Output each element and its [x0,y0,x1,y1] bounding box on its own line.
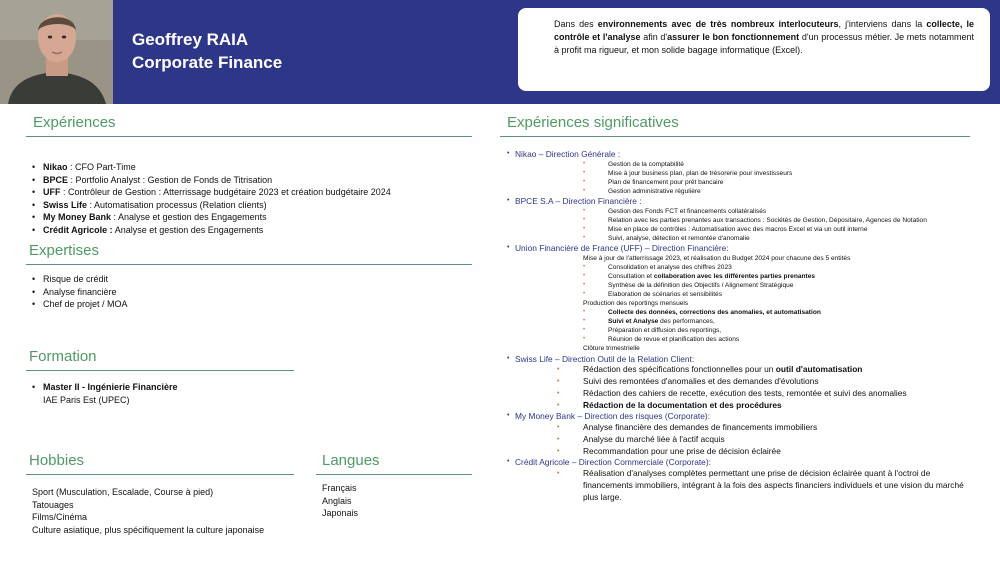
intro-summary [518,8,990,91]
significatives-title: Expériences significatives [507,114,679,131]
list-item: • Crédit Agricole : Analyse et gestion des Engagements [30,224,391,237]
experiences-list [30,161,391,237]
langues-title: Langues [322,452,380,469]
list-item: • Consolidation et analyse des chiffres 2023 [507,263,977,272]
list-item: • Gestion de la comptabilité [507,160,977,169]
list-item: • Collecte des données, corrections des anomalies, et automatisation [507,308,977,317]
list-item: • Mise en place de contrôles : Automatisation avec des macros Excel et via un outil interne [507,225,977,234]
intro-bold: collecte, le contrôle et l'analyse [554,19,975,42]
list-item: Japonais [322,508,359,519]
list-item: • Recommandation pour une prise de décision éclairée [507,446,977,458]
uff-reporting: Production des reportings mensuels [583,300,689,307]
intro-text: , j'interviens dans la [838,19,927,29]
list-item: • Suivi des remontées d'anomalies et des demandes d'évolutions [507,376,977,388]
list-item: • Relation avec les parties prenantes aux transactions : Sociétés de Gestion, Dépositaire, Agences de Notation [507,216,977,225]
list-item: • Réalisation d'analyses complètes permettant une prise de décision éclairée quant à l'octroi de financements immobiliers, intégrant à la fois des aspects financiers individuels et une vision du marché plus large. [507,468,973,503]
list-item: • Mise à jour business plan, plan de trésorerie pour investisseurs [507,169,977,178]
list-item: • Nikao : CFO Part-Time [30,161,391,174]
list-item: • Elaboration de scénarios et sensibilités [507,290,977,299]
list-item: • Rédaction des cahiers de recette, exécution des tests, remontée et suivi des anomalies [507,388,977,400]
company-swisslife: • Swiss Life – Direction Outil de la Relation Client: [507,354,977,365]
formation-list [30,381,178,394]
company-uff: • Union Financière de France (UFF) – Direction Financière: [507,243,977,254]
list-item: • Chef de projet / MOA [30,298,128,311]
intro-text: d'un processus métier. Je mets notamment à profit ma rigueur, et mon solide bagage informatique (Excel). [554,32,974,55]
formation-title: Formation [29,348,97,365]
candidate-name-block [132,28,282,74]
list-item: • Plan de financement pour prêt bancaire [507,178,977,187]
list-item [30,381,178,394]
hobbies-divider [26,474,294,475]
list-item: • Risque de crédit [30,273,128,286]
list-item: • Rédaction de la documentation et des procédures [507,400,977,412]
list-item: • Analyse financière des demandes de financements immobiliers [507,422,977,434]
company-nikao: • Nikao – Direction Générale : [507,149,977,160]
experiences-title: Expériences [33,114,116,131]
list-item: Tatouages [32,499,74,510]
intro-bold: environnements avec de très nombreux interlocuteurs [597,19,839,29]
intro-bold: assurer le bon fonctionnement [667,32,800,42]
list-item: • My Money Bank : Analyse et gestion des Engagements [30,211,391,224]
school: IAE Paris Est (UPEC) [43,395,130,405]
list-item: • Préparation et diffusion des reportings, [507,326,977,335]
list-item: Culture asiatique, plus spécifiquement la culture japonaise [32,524,265,535]
expertises-divider [26,264,472,265]
hobbies-title: Hobbies [29,452,85,469]
list-item: • BPCE : Portfolio Analyst : Gestion de Fonds de Titrisation [30,174,391,187]
list-item: • Swiss Life : Automatisation processus (Relation clients) [30,199,391,212]
list-item: • Analyse financière [30,286,128,299]
significatives-content [507,149,977,503]
header-banner [0,0,1000,104]
expertises-list [30,273,128,311]
uff-intro: Mise à jour de l'atterrissage 2023, et réalisation du Budget 2024 pour chacune des 5 entités [583,254,851,262]
company-bpce: • BPCE S.A – Direction Financière : [507,196,977,207]
list-item: • Rédaction des spécifications fonctionnelles pour un outil d'automatisation [507,364,977,376]
list-item: • Gestion administrative régulière [507,187,977,196]
candidate-role: Corporate Finance [132,53,283,72]
list-item: • Consultation et collaboration avec les différentes parties prenantes [507,272,977,281]
list-item: • Réunion de revue et planification des actions [507,335,977,344]
degree: Master II - Ingénierie Financière [43,382,178,392]
list-item: • Synthèse de la définition des Objectifs / Alignement Stratégique [507,281,977,290]
candidate-name: Geoffrey RAIA [132,30,249,49]
experiences-divider [26,136,472,137]
list-item: • Gestion des Fonds FCT et financements collatéralisés [507,207,977,216]
list-item: • Analyse du marché liée à l'actif acquis [507,434,977,446]
list-item: • UFF : Contrôleur de Gestion : Atterrissage budgétaire 2023 et création budgétaire 2024 [30,186,391,199]
langues-divider [316,474,472,475]
company-creditagricole: • Crédit Agricole – Direction Commerciale (Corporate): [507,457,977,468]
intro-text: afin d' [640,32,668,42]
hobbies-list [32,486,264,536]
list-item: Anglais [322,495,352,506]
list-item: Films/Cinéma [32,512,88,523]
expertises-title: Expertises [29,242,100,259]
uff-closing: Clôture trimestrielle [583,345,640,353]
list-item: • Suivi et Analyse des performances, [507,317,977,326]
list-item: • Suivi, analyse, détection et remontée d'anomalie [507,234,977,243]
intro-text: Dans des [554,19,598,29]
significatives-divider [500,136,970,137]
langues-list [322,482,358,520]
list-item: Français [322,483,357,493]
list-item: Sport (Musculation, Escalade, Course à pied) [32,487,214,497]
profile-photo [0,0,113,104]
company-mymoneybank: • My Money Bank – Direction des risques (Corporate): [507,411,977,422]
formation-divider [26,370,294,371]
